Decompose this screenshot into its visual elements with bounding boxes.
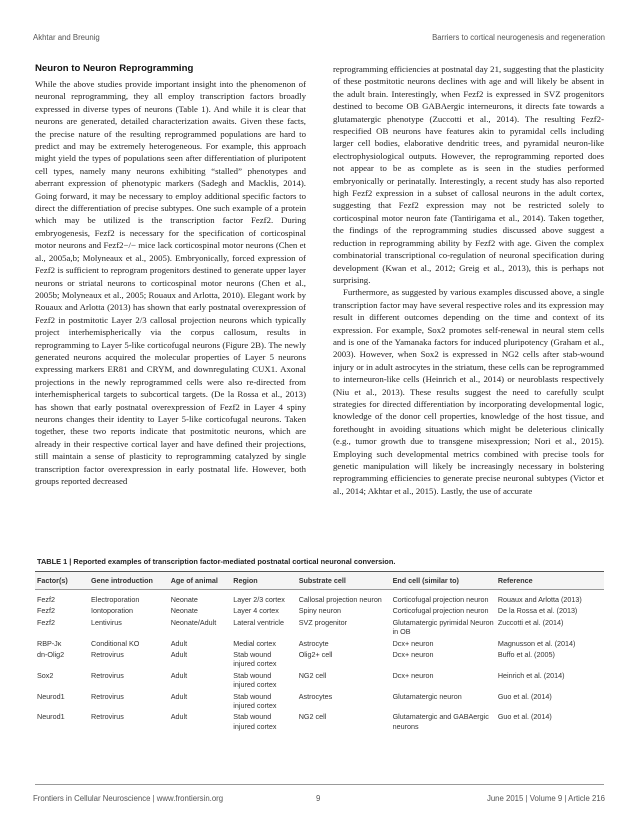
table-cell: Guo et al. (2014): [497, 712, 552, 722]
column-header: Factor(s): [35, 572, 89, 590]
table-cell: Fezf2: [37, 606, 55, 616]
table-cell: Neonate/Adult: [170, 617, 217, 627]
table-cell: Adult: [170, 712, 188, 722]
table-1: [35, 557, 604, 732]
table-cell: Corticofugal projection neuron: [392, 595, 489, 604]
table-row: [35, 711, 604, 732]
table-cell: Conditional KO: [91, 638, 140, 648]
table-cell: Lentivirus: [91, 617, 122, 627]
table-cell: Neurod1: [37, 712, 65, 722]
table-cell: Astrocyte: [298, 638, 329, 648]
running-header-authors: Akhtar and Breunig: [33, 33, 100, 42]
footer-issue: June 2015 | Volume 9 | Article 216: [486, 794, 605, 803]
footer-journal: Frontiers in Cellular Neuroscience | www.frontiersin.org: [33, 794, 224, 803]
table-header-row: [35, 572, 604, 590]
table-cell: Guo et al. (2014): [497, 691, 552, 701]
footer-divider: [35, 784, 604, 785]
table-row: [35, 617, 604, 638]
table-cell: Olig2+ cell: [298, 650, 333, 660]
column-header: Substrate cell: [297, 572, 391, 590]
table-row: [35, 670, 604, 691]
table-cell: Dcx+ neuron: [392, 670, 434, 680]
paragraph: While the above studies provide important insight into the phenomenon of neuronal reprogramming, they all employ transcription factors broadly expressed in diverse types of neurons (Table 1). And while it is clear that neurons are generated, detailed characterization awaits. Given these facts, the precise nature of the resulting reprogrammed populations are hard to predict and may be extremely heterogeneous. For example, this approach might yield the types of populations seen after differentiation of pluripotent cell types, namely many neurons exhibiting “stalled” phenotypes and aberrant expression of phenotypic markers (Sadegh and Macklis, 2014). Going forward, it may be necessary to employ additional specific factors to direct the differentiation of precise subtypes. One such example of a protein which may be utilized is the transcription factor Fezf2. During embryogenesis, Fezf2 is necessary for the specification of corticospinal motor neurons and Fezf2−/− mice lack corticospinal motor neurons (Chen et al., 2005a,b; Molyneaux et al., 2005). Embryonically, forced expression of Fezf2 is sufficient to reprogram progenitors destined to generate upper layer neurons or striatal neurons to corticospinal motor neurons (Chen et al., 2005b; Molyneaux et al., 2005; Rouaux and Arlotta, 2010). Elegant work by Rouaux and Arlotta (2013) has shown that early postnatal overexpression of Fezf2 in postmitotic Layer 2/3 callosal projection neurons which typically project interhemispherically via the corpus callosum, results in reprogramming to Layer 5-like corticofugal neurons (Figure 2B). The newly generated neurons acquired the molecular properties of Layer 5 neurons expressing markers ER81 and CRYM, and downregulating CUX1. Axonal projections in the newly reprogrammed cells were also re-directed from interhemispherical targets to subcortical targets. (De la Rossa et al., 2013) has shown that early postnatal overexpression of Fezf2 in Layer 4 spiny neurons changes their identity to Layer 5-like corticofugal neurons. Taken together, these two reports indicate that postmitotic neurons, which are already in their respective cortical layer and have defined their projections, still maintain a sense of plasticity to reprogramming catalyzed by single transcription factor overexpression in early postnatal life. However, both groups reported decreased: [35, 79, 306, 486]
table-cell: Stab wound injured cortex: [233, 712, 277, 731]
table-cell: Adult: [170, 650, 188, 660]
table-cell: Neurod1: [37, 691, 65, 701]
table-cell: Spiny neuron: [298, 606, 342, 616]
table-cell: SVZ progenitor: [298, 617, 348, 627]
table-cell: Retrovirus: [91, 650, 124, 660]
table-cell: Fezf2: [37, 595, 55, 604]
table-cell: Layer 4 cortex: [233, 606, 279, 616]
right-column: [333, 63, 604, 497]
table-cell: Adult: [170, 670, 188, 680]
table-cell: NG2 cell: [298, 712, 327, 722]
table-cell: Fezf2: [37, 617, 55, 627]
table-cell: Adult: [170, 691, 188, 701]
column-header: End cell (similar to): [391, 572, 496, 590]
column-header: Region: [231, 572, 296, 590]
column-header: Age of animal: [169, 572, 232, 590]
table-cell: Glutamatergic and GABAergic neurons: [392, 712, 489, 731]
table-cell: Stab wound injured cortex: [233, 691, 277, 711]
paragraph: Furthermore, as suggested by various examples discussed above, a single transcription factor may have several respective roles and its expression may result in different outcomes depending on the time and context of its expression. For example, Sox2 promotes self-renewal in neural stem cells and is one of the Yamanaka factors for induced pluripotency (Graham et al., 2003). However, when Sox2 is expressed in NG2 cells after stab-wound injury or in adult astrocytes in the striatum, these cells can be reprogrammed to interneuron-like cells (Heinrich et al., 2014) or neuroblasts respectively (Niu et al., 2013). These results suggest the need to carefully sculpt strategies for directed differentiation by incorporating developmental logic, knowledge of the donor cell properties, knowledge of the host tissue, and forethought in avoiding situations which might be deleterious clinically (e.g., tumor growth due to transgene misexpression; Nori et al., 2015). Employing such developmental metrics combined with precise tools for genetic manipulation will likely be increasingly necessary in bolstering reprogramming efficiencies to generate precise neuronal subtypes (Victor et al., 2014; Akhtar et al., 2015). Lastly, the use of accurate: [333, 287, 604, 496]
table-cell: Zuccotti et al. (2014): [497, 617, 564, 627]
table-cell: Retrovirus: [91, 691, 124, 701]
table-cell: NG2 cell: [298, 670, 327, 680]
table-cell: Heinrich et al. (2014): [497, 670, 565, 680]
table-caption: TABLE 1 | Reported examples of transcription factor-mediated postnatal cortical neuronal conversion.: [37, 557, 396, 566]
table-cell: Callosal projection neuron: [298, 595, 382, 604]
table-cell: Medial cortex: [233, 638, 277, 648]
table-cell: Retrovirus: [91, 712, 124, 722]
table-cell: Stab wound injured cortex: [233, 650, 277, 669]
table-cell: Lateral ventricle: [233, 617, 285, 627]
table-cell: Adult: [170, 638, 188, 648]
table-cell: Stab wound injured cortex: [233, 670, 277, 690]
table: [35, 571, 604, 732]
table-cell: Neonate: [170, 595, 198, 604]
paragraph: reprogramming efficiencies at postnatal day 21, suggesting that the plasticity of these postmitotic neurons declines with age and will likely be absent in the adult brain. Interestingly, when Fezf2 is expressed in SVZ progenitors destined to become OB GABAergic interneurons, it directs fate towards a glutamatergic phenotype (Zuccotti et al., 2014). The resulting Fezf2-respecified OB neurons have features akin to pyramidal cells including larger cell bodies, elaborative dendritic trees, and pyramidal neuron-like electrophysiological outputs. However, the reprogramming reported does not appear to be as complete as is seen in the studies performed embryonically or perinatally. Interestingly, a recent study has also reported high Fezf2 expression in a subset of callosal neurons in the adult cortex, suggesting that Fezf2 expression may not be restricted solely to corticospinal motor neuron fate (Tantirigama et al., 2014). Taken together, the findings of the reprogramming studies discussed above suggest a reduction in reprogramming ability by Fezf2 with age. Given the complex combinatorial transcriptional co-regulation of neuronal specification during development (Kwan et al., 2012; Greig et al., 2013), this is perhaps not surprising.: [333, 64, 604, 285]
table-cell: RBP-Jκ: [37, 638, 62, 648]
table-cell: Electroporation: [91, 595, 140, 604]
table-cell: Dcx+ neuron: [392, 638, 434, 648]
table-cell: Neonate: [170, 606, 198, 616]
table-row: [35, 605, 604, 616]
table-row: [35, 649, 604, 670]
table-cell: Rouaux and Arlotta (2013): [497, 595, 582, 604]
table-cell: Corticofugal projection neuron: [392, 606, 489, 616]
table-cell: Magnusson et al. (2014): [497, 638, 576, 648]
table-cell: Glutamatergic pyrimidal Neuron in OB: [392, 617, 494, 637]
table-cell: Astrocytes: [298, 691, 333, 701]
table-cell: Layer 2/3 cortex: [233, 595, 285, 604]
table-cell: Glutamatergic neuron: [392, 691, 462, 701]
table-cell: Retrovirus: [91, 670, 124, 680]
table-cell: dn-Olig2: [37, 650, 65, 660]
running-header-title: Barriers to cortical neurogenesis and regeneration: [432, 33, 605, 42]
table-cell: Buffo et al. (2005): [497, 650, 555, 660]
section-title: Neuron to Neuron Reprogramming: [35, 63, 194, 74]
table-cell: Iontoporation: [91, 606, 134, 616]
table-cell: De la Rossa et al. (2013): [497, 606, 578, 616]
left-column: [35, 63, 306, 487]
page-number: 9: [316, 794, 321, 803]
table-cell: Dcx+ neuron: [392, 650, 434, 660]
table-row: [35, 691, 604, 712]
column-header: Reference: [496, 572, 604, 590]
table-row: [35, 590, 604, 606]
column-header: Gene introduction: [89, 572, 169, 590]
table-row: [35, 638, 604, 649]
table-cell: Sox2: [37, 670, 54, 680]
